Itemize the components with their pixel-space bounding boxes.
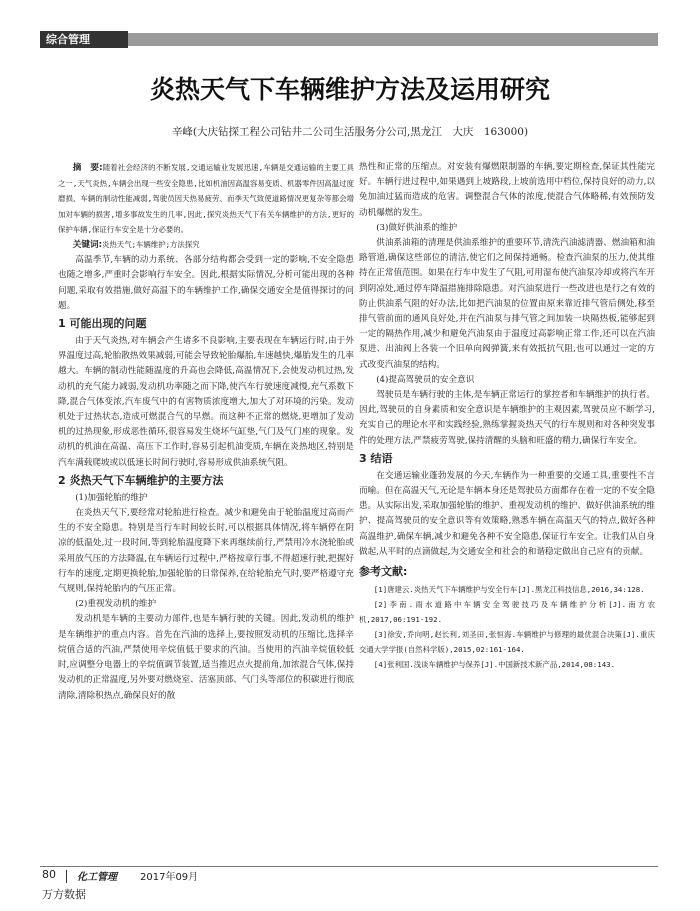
source-watermark: 万方数据 <box>42 888 86 901</box>
abstract <box>58 160 354 237</box>
engine-paragraph: 发动机是车辆的主要动力部件,也是车辆行驶的关键。因此,发动机的维护是车辆维护的重点内容。首先在汽油的选择上,要按照发动机的压缩比,选择辛烷值合适的汽油,严禁使用辛烷值低于要求的汽油。当使用的汽油辛烷值较低时,应调整分电器上的辛烷值调节装置,适当推迟点火提前角,加浓混合气体,保持发动机的正常温度,另外要对燃烧室、活塞顶部、气门头等部位的积碳进行彻底清除,清除积热点,确保良好的散 <box>58 614 354 701</box>
subheading-driver: (4)提高驾驶员的安全意识 <box>376 374 475 385</box>
footer-separator <box>66 870 67 883</box>
section-tag: 综合管理 <box>40 31 128 48</box>
keywords <box>58 237 354 253</box>
heading-3: 3 结语 <box>359 451 393 465</box>
heading-1: 1 可能出现的问题 <box>58 317 147 331</box>
keywords-label: 关键词: <box>72 240 103 251</box>
author-byline: 辛峰(大庆钻探工程公司钻井二公司生活服务分公司,黑龙江 大庆 163000) <box>171 126 529 138</box>
header-bar <box>40 33 658 46</box>
fuel-paragraph: 供油系油箱的清理是供油系维护的重要环节,清洗汽油滤清器、燃油箱和油路管道,确保这些部位的清洁,使它们之间保持通畅。检查汽油泵的压力,使其维持在正常值范围。如果在行车中发生了气阻,可用湿布使汽油泵冷却或将汽车开到阴凉处,通过停车降温措施排除隐患。对汽油泵进行一些改进也是行之有效的防止供油系气阻的好办法,比如把汽油泵的位置由原来靠近排气管后侧处,移至排气管前面的通风良好处,并在汽油泵与排气管之间加装一块隔热板,能够起到一定的隔热作用,减少和避免汽油泵由于温度过高影响正常工作,还可以在汽油泵进、出油阀上各装一个旧单向阀弹簧,来有效抵抗气阻,也可以通过一定的方式改变汽油泵的结构。 <box>359 238 655 370</box>
issue-date: 2017年09月 <box>140 872 199 883</box>
page-number: 80 <box>42 868 56 881</box>
reference-item: [1]唐建云.炎热天气下车辆维护与安全行车[J].黑龙江科技信息,2016,34:128. <box>373 585 645 595</box>
abstract-label: 摘 要: <box>72 163 103 173</box>
reference-item: [4]张利国.浅谈车辆维护与保养[J].中国新技术新产品,2014,08:143. <box>373 660 616 670</box>
left-column <box>58 160 354 704</box>
article-title: 炎热天气下车辆维护方法及运用研究 <box>149 75 550 104</box>
subheading-fuel: (3)做好供油系的维护 <box>376 222 458 233</box>
right-column <box>359 160 655 672</box>
references-title: 参考文献: <box>359 565 408 579</box>
problems-paragraph: 由于天气炎热,对车辆会产生诸多不良影响,主要表现在车辆运行时,由于外界温度过高,轮胎散热效果减弱,可能会导致轮胎爆胎,车速越快,爆胎发生的几率越大。车辆的制动性能随温度的升高也会降低,高温情况下,会使发动机过热,发动机的充气能力减弱,发动机功率随之而下降,使汽车行驶速度减慢,充气系数下降,混合气体变浓,汽车废气中的有害物质浓度增大,加大了对环境的污染。发动机处于过热状态,造成可燃混合气的早燃。而这种不正常的燃烧,更增加了发动机的过热现象,形成恶性循环,很容易发生烧坏气缸垫,气门及气门座的现象。发动机的机油在高温、高压下工作时,容易引起机油变质,车辆在炎热地区,特别是汽车满载爬坡或以低速长时间行驶时,容易形成供油系统气阻。 <box>58 336 354 468</box>
subheading-tires: (1)加强轮胎的维护 <box>75 492 148 503</box>
reference-item: [2]李南.雨水道路中车辆安全驾驶技巧及车辆维护分析[J].南方农机,2017,06:191-192. <box>359 600 655 625</box>
heading-2: 2 炎热天气下车辆维护的主要方法 <box>58 473 224 487</box>
tires-paragraph: 在炎热天气下,要经常对轮胎进行检查。减少和避免由于轮胎温度过高而产生的不安全隐患。特别是当行车时间较长时,可以根据具体情况,将车辆停在阴凉的低温处,过一段时间,等到轮胎温度降下来再继续前行,严禁用冷水浇轮胎或采用放气压的方法降温,在车辆运行过程中,严格按章行事,不得超速行驶,把握好行车的速度,定期更换轮胎,加强轮胎的日常保养,在给轮胎充气时,要严格遵守充气规则,保持轮胎内的气压正常。 <box>58 508 354 595</box>
driver-paragraph: 驾驶员是车辆行驶的主体,是车辆正常运行的掌控者和车辆维护的执行者。因此,驾驶员的自身素质和安全意识是车辆维护的主观因素,驾驶员应不断学习,充实自己的理论水平和实践经验,熟练掌握炎热天气的行车规则和对各种突发事件的处理方法,严禁疲劳驾驶,保持清醒的头脑和旺盛的精力,确保行车安全。 <box>359 390 655 446</box>
conclusion-paragraph: 在交通运输业蓬勃发展的今天,车辆作为一种重要的交通工具,重要性不言而喻。但在高温天气,无论是车辆本身还是驾驶员方面都存在着一定的不安全隐患。从实际出发,采取加强轮胎的维护、重视发动机的维护、做好供油系统的维护、提高驾驶员的安全意识等有效策略,熟悉车辆在高温天气的特点,做好各种高温维护,确保车辆,减少和避免各种不安全隐患,保证行车安全。让我们从自身做起,从平时的点滴做起,为交通安全和社会的和谐稳定做出自己应有的贡献。 <box>359 470 655 557</box>
keywords-text: 炎热天气;车辆维护;方法探究 <box>102 240 200 250</box>
subheading-engine: (2)重视发动机的维护 <box>75 599 157 610</box>
footer-rule <box>40 866 658 867</box>
journal-name: 化工管理 <box>77 872 117 883</box>
abstract-text: 随着社会经济的不断发展,交通运输业发展迅速,车辆是交通运输的主要工具之一,天气炎热,车辆会出现一些安全隐患,比如机油因高温容易变质、机器零件因高温过度磨损、车辆的制动性能减弱,驾驶员因天热易疲劳、而季天气致使道路情况更复杂等都会增加对车辆的损害,增多事故发生的几率,因此,探究炎热天气下有关车辆维护的方法,更好的保护车辆,保证行车安全是十分必要的。 <box>58 163 355 234</box>
reference-item: [3]徐安,乔向明,赵长利,刘圣田,张恒海.车辆维护与修理的最优混合决策[J].重庆交通大学学报(自然科学版),2015,02:161-164. <box>359 630 655 655</box>
engine-paragraph-cont: 热性和正常的压缩点。对安装有爆燃限制器的车辆,要定期检查,保证其性能完好。车辆行进过程中,如果遇到上坡路段,上坡前选用中档位,保持良好的动力,以免加油过猛而造成的危害。调整混合气体的浓度,使混合气体略稀,有效预防发动机爆燃的发生。 <box>359 162 655 218</box>
intro-paragraph: 高温季节,车辆的动力系统、各部分结构都会受到一定的影响,不安全隐患也随之增多,严重时会影响行车安全。因此,根据实际情况,分析可能出现的各种问题,采取有效措施,做好高温下的车辆维护工作,确保交通安全是值得探讨的问题。 <box>58 255 354 311</box>
